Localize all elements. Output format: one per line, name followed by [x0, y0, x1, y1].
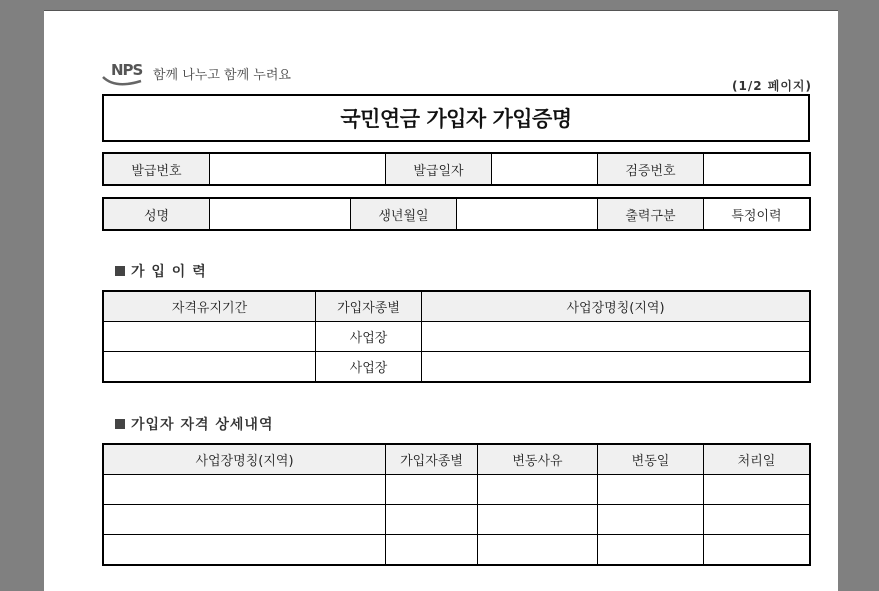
nps-logo	[101, 61, 291, 85]
page-indicator: (1/2 페이지)	[731, 79, 812, 93]
history-cell: 사업장	[316, 352, 422, 382]
logo-text: NPS	[111, 61, 143, 79]
issue-date-label: 발급일자	[386, 154, 492, 185]
history-cell	[422, 352, 810, 382]
table-row	[104, 475, 810, 505]
person-info-row	[104, 199, 810, 230]
detail-col-process-date: 처리일	[704, 445, 810, 475]
history-section-heading	[115, 261, 207, 281]
issue-number-label: 발급번호	[104, 154, 210, 185]
history-col-type: 가입자종별	[316, 292, 422, 322]
output-type-value: 특정이력	[704, 199, 810, 230]
detail-table	[103, 444, 810, 565]
history-cell	[422, 322, 810, 352]
detail-cell	[104, 535, 386, 565]
history-cell	[104, 352, 316, 382]
person-info-table	[103, 198, 810, 230]
issue-number-value	[210, 154, 386, 185]
birth-label: 생년월일	[351, 199, 457, 230]
detail-header-row	[104, 445, 810, 475]
slogan: 함께 나누고 함께 누려요	[153, 67, 291, 83]
detail-cell	[104, 475, 386, 505]
detail-cell	[386, 505, 478, 535]
verify-number-label: 검증번호	[598, 154, 704, 185]
detail-section-title: 가입자 자격 상세내역	[131, 417, 274, 433]
history-col-period: 자격유지기간	[104, 292, 316, 322]
detail-cell	[704, 475, 810, 505]
detail-col-change-date: 변동일	[598, 445, 704, 475]
issue-info-table	[103, 153, 810, 185]
detail-col-reason: 변동사유	[478, 445, 598, 475]
issue-info-row	[104, 154, 810, 185]
document-title: 국민연금 가입자 가입증명	[340, 107, 572, 131]
detail-cell	[386, 535, 478, 565]
detail-cell	[386, 475, 478, 505]
history-cell: 사업장	[316, 322, 422, 352]
birth-value	[457, 199, 598, 230]
detail-cell	[104, 505, 386, 535]
verify-number-value	[704, 154, 810, 185]
square-bullet-icon	[115, 266, 125, 276]
detail-cell	[704, 505, 810, 535]
detail-cell	[478, 475, 598, 505]
detail-cell	[478, 535, 598, 565]
detail-col-type: 가입자종별	[386, 445, 478, 475]
detail-cell	[598, 475, 704, 505]
history-table	[103, 291, 810, 382]
detail-cell	[598, 535, 704, 565]
detail-section-heading	[115, 414, 273, 434]
table-row	[104, 352, 810, 382]
document-title-box	[102, 94, 810, 142]
name-value	[210, 199, 351, 230]
nps-logo-mark	[101, 61, 147, 85]
history-cell	[104, 322, 316, 352]
document-page	[44, 10, 838, 591]
history-section-title: 가 입 이 력	[131, 264, 207, 280]
detail-cell	[478, 505, 598, 535]
issue-date-value	[492, 154, 598, 185]
detail-cell	[704, 535, 810, 565]
history-header-row	[104, 292, 810, 322]
table-row	[104, 322, 810, 352]
detail-col-workplace: 사업장명칭(지역)	[104, 445, 386, 475]
name-label: 성명	[104, 199, 210, 230]
table-row	[104, 535, 810, 565]
table-row	[104, 505, 810, 535]
detail-cell	[598, 505, 704, 535]
history-col-workplace: 사업장명칭(지역)	[422, 292, 810, 322]
output-type-label: 출력구분	[598, 199, 704, 230]
square-bullet-icon	[115, 419, 125, 429]
